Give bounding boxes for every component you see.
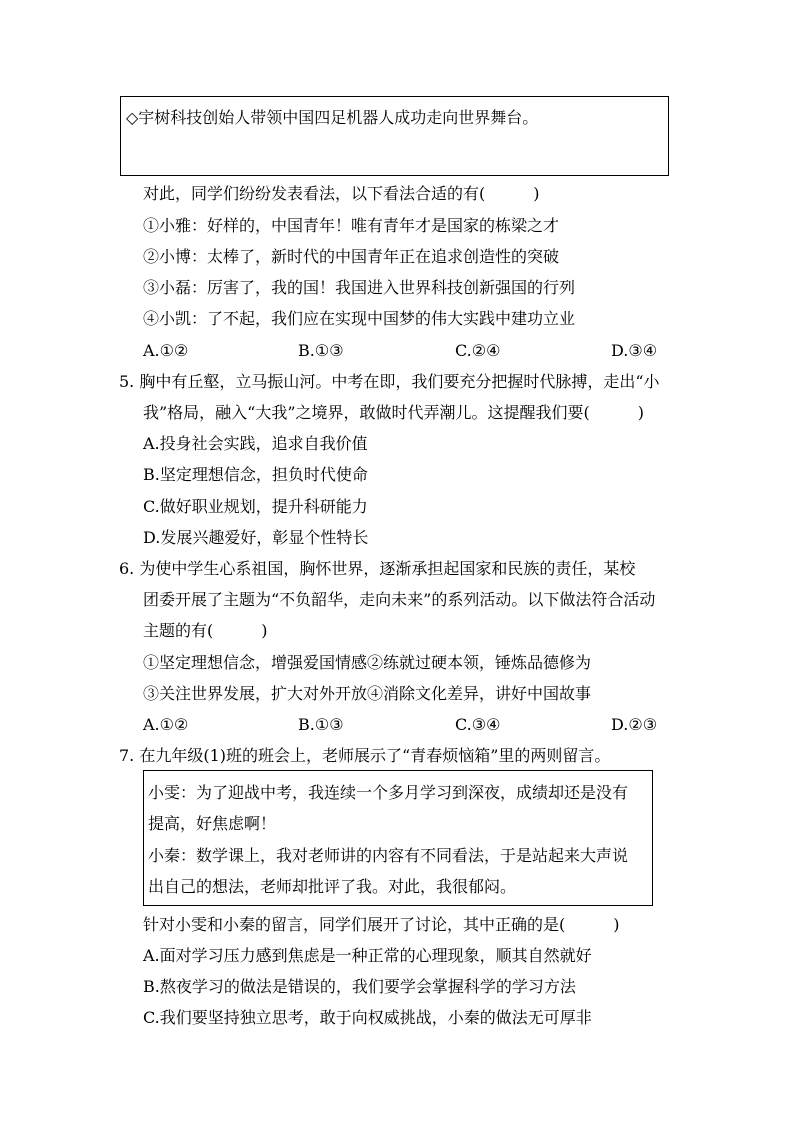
q4-item-2: ②小博：太棒了，新时代的中国青年正在追求创造性的突破: [143, 247, 560, 266]
q6-option-a: A.①②: [143, 715, 189, 734]
q7-box-line-3: 小秦：数学课上，我对老师讲的内容有不同看法，于是站起来大声说: [148, 846, 629, 865]
q4-stem: 对此，同学们纷纷发表看法，以下看法合适的有( ): [143, 184, 540, 203]
q6-line-2: 团委开展了主题为“不负韶华，走向未来”的系列活动。以下做法符合活动: [143, 590, 656, 609]
q4-item-1: ①小雅：好样的，中国青年！唯有青年才是国家的栋梁之才: [143, 216, 560, 235]
q6-item-1: ①坚定理想信念，增强爱国情感②练就过硬本领，锤炼品德修为: [143, 653, 592, 672]
q5-option-a: A.投身社会实践，追求自我价值: [143, 434, 368, 453]
q5-option-b: B.坚定理想信念，担负时代使命: [143, 465, 368, 484]
q7-box-line-2: 提高，好焦虑啊！: [148, 814, 277, 833]
q6-option-b: B.①③: [298, 715, 344, 734]
q7-stem: 针对小雯和小秦的留言，同学们展开了讨论，其中正确的是( ): [143, 915, 620, 934]
q7-option-b: B.熬夜学习的做法是错误的，我们要学会掌握科学的学习方法: [143, 977, 576, 996]
q4-option-b: B.①③: [298, 341, 344, 360]
q7-option-a: A.面对学习压力感到焦虑是一种正常的心理现象，顺其自然就好: [143, 946, 592, 965]
q7-box-line-4: 出自己的想法，老师却批评了我。对此，我很郁闷。: [148, 877, 517, 896]
q4-option-c: C.②④: [455, 341, 501, 360]
q5-line-2: 我”格局，融入“大我”之境界，敢做时代弄潮儿。这提醒我们要( ): [143, 403, 645, 422]
q7-option-c: C.我们要坚持独立思考，敢于向权威挑战，小秦的做法无可厚非: [143, 1008, 592, 1027]
q4-option-d: D.③④: [611, 341, 658, 360]
q7-box-line-1: 小雯：为了迎战中考，我连续一个多月学习到深夜，成绩却还是没有: [148, 783, 629, 802]
q4-item-3: ③小磊：厉害了，我的国！我国进入世界科技创新强国的行列: [143, 278, 576, 297]
q6-line-3: 主题的有( ): [143, 621, 268, 640]
q7-line-1: 7. 在九年级(1)班的班会上，老师展示了“青春烦恼箱”里的两则留言。: [119, 746, 611, 765]
q5-option-c: C.做好职业规划，提升科研能力: [143, 497, 368, 516]
q6-option-c: C.③④: [455, 715, 501, 734]
q4-option-a: A.①②: [143, 341, 189, 360]
q6-item-2: ③关注世界发展，扩大对外开放④消除文化差异，讲好中国故事: [143, 684, 592, 703]
q6-option-d: D.②③: [611, 715, 658, 734]
q6-line-1: 6. 为使中学生心系祖国，胸怀世界，逐渐承担起国家和民族的责任，某校: [119, 559, 636, 578]
q5-line-1: 5. 胸中有丘壑，立马振山河。中考在即，我们要充分把握时代脉搏，走出“小: [119, 372, 660, 391]
q5-option-d: D.发展兴趣爱好，彰显个性特长: [143, 528, 369, 547]
q4-item-4: ④小凯：了不起，我们应在实现中国梦的伟大实践中建功立业: [143, 309, 576, 328]
material-box-1-text: ◇宇树科技创始人带领中国四足机器人成功走向世界舞台。: [126, 108, 539, 127]
